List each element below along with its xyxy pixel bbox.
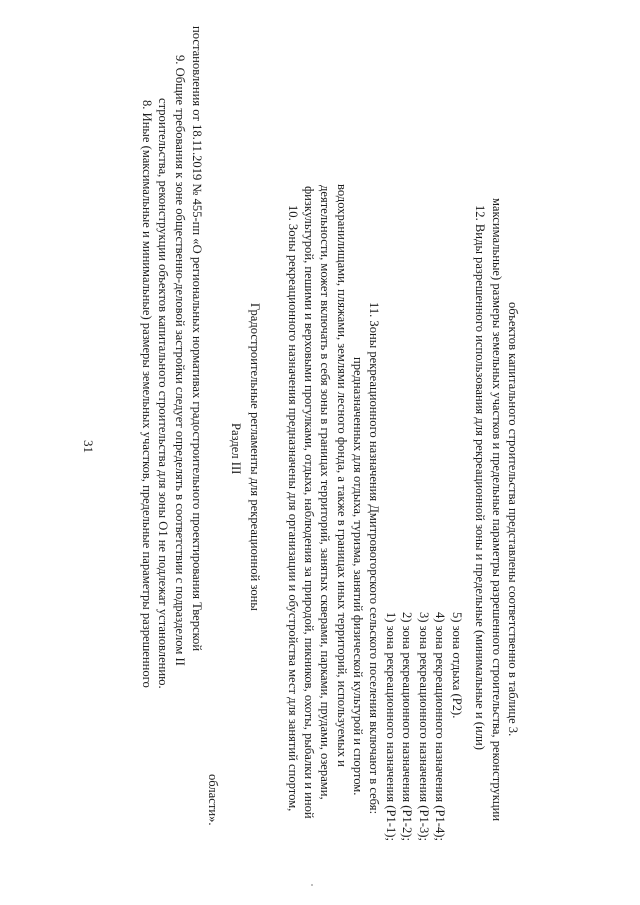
paragraph-9-line-2: постановления от 18.11.2019 № 455-пп «О региональных нормативах градостроительного проектирования Тверской	[190, 26, 204, 652]
paragraph-9-line-1: 9. Общие требования к зоне общественно-деловой застройки следует определять в соответствии с подразделом II	[173, 55, 187, 666]
paragraph-10-line-1: 10. Зоны рекреационного назначения предназначены для организации и обустройства мест для занятий спортом,	[286, 205, 300, 812]
paragraph-10-line-3: деятельности, может включать в себя зоны в границах территорий, занятых скверами, парками, прудами, озерами,	[318, 185, 332, 800]
list-item-5: 5) зона отдыха (Р2).	[450, 612, 464, 719]
paragraph-10-line-5: предназначенных для отдыха, туризма, занятий физической культурой и спортом.	[351, 357, 365, 796]
section-subheading: Градостроительные регламенты для рекреационной зоны	[248, 303, 262, 611]
list-item-4: 4) зона рекреационного назначения (Р1-4);	[433, 612, 447, 841]
paragraph-12-line-3: объектов капитального строительства представлены соответственно в таблице 3.	[506, 302, 520, 737]
list-item-1: 1) зона рекреационного назначения (Р1-1);	[384, 612, 398, 841]
paragraph-10-line-4: водохранилищами, пляжами, землями лесного фонда, а также в границах иных территорий, используемых и	[335, 184, 349, 767]
paragraph-9-line-3: области».	[206, 774, 220, 826]
paragraph-12-line-1: 12. Виды разрешенного использования для рекреационной зоны и предельные (минимальные и (или)	[473, 205, 487, 750]
list-item-2: 2) зона рекреационного назначения (Р1-2);	[400, 612, 414, 841]
paragraph-8-line-2: строительства, реконструкции объектов капитального строительства для зоны О1 не подлежат установлению.	[156, 98, 170, 689]
page-number: 31	[81, 440, 96, 453]
paragraph-11-intro: 11. Зоны рекреационного назначения Дмитровогорского сельского поселения включают в себя:	[367, 302, 381, 815]
list-item-3: 3) зона рекреационного назначения (Р1-3);	[417, 612, 431, 841]
section-heading: Раздел III	[229, 423, 243, 475]
paragraph-8-line-1: 8. Иные (максимальные и минимальные) размеры земельных участков, предельные параметры разрешенного	[140, 100, 154, 688]
scan-speck	[311, 884, 313, 886]
paragraph-10-line-2: физкультурой, пешими и верховыми прогулками, отдыха, наблюдения за природой, пикников, охоты, рыбалки и иной	[302, 186, 316, 819]
paragraph-12-line-2: максимальные) размеры земельных участков и предельные параметры разрешенного строительства, реконструкции	[490, 198, 504, 822]
